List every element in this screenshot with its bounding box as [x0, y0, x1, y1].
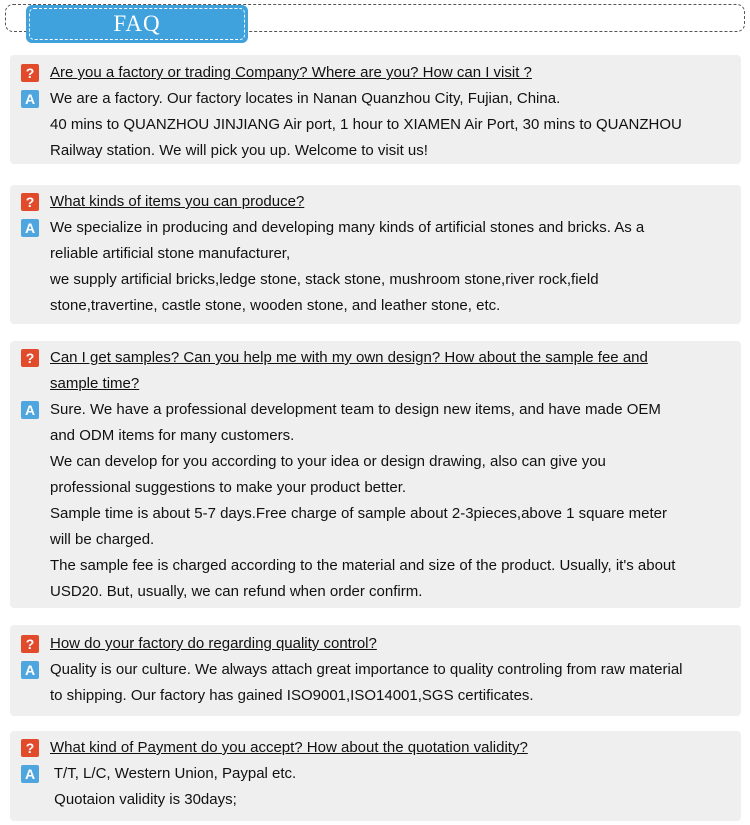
answer-text: we supply artificial bricks,ledge stone, stack stone, mushroom stone,river rock,field	[50, 271, 599, 288]
answer-text: We can develop for you according to your idea or design drawing, also can give you	[50, 453, 606, 470]
answer-icon: A	[21, 90, 39, 108]
answer-icon: A	[21, 219, 39, 237]
faq-title-tab	[26, 5, 248, 43]
answer-text: and ODM items for many customers.	[50, 427, 295, 444]
answer-text: stone,travertine, castle stone, wooden stone, and leather stone, etc.	[50, 297, 501, 314]
answer-icon: A	[21, 401, 39, 419]
question-text: Can I get samples? Can you help me with my own design? How about the sample fee and	[50, 349, 648, 366]
question-icon: ?	[21, 635, 39, 653]
answer-text: Sure. We have a professional development team to design new items, and have made OEM	[50, 401, 661, 418]
answer-text: Sample time is about 5-7 days.Free charge of sample about 2-3pieces,above 1 square meter	[50, 505, 668, 522]
answer-icon: A	[21, 661, 39, 679]
question-icon: ?	[21, 349, 39, 367]
question-text: What kind of Payment do you accept? How about the quotation validity?	[50, 739, 528, 756]
faq-item-quality-control	[10, 625, 741, 716]
answer-text: to shipping. Our factory has gained ISO9001,ISO14001,SGS certificates.	[50, 687, 534, 704]
question-icon: ?	[21, 193, 39, 211]
faq-item-payment	[10, 731, 741, 821]
answer-text: The sample fee is charged according to the material and size of the product. Usually, it's about	[50, 557, 676, 574]
answer-text: Quality is our culture. We always attach great importance to quality controling from raw material	[50, 661, 683, 678]
faq-item-products	[10, 185, 741, 324]
answer-text: We are a factory. Our factory locates in Nanan Quanzhou City, Fujian, China.	[50, 90, 561, 107]
answer-text: 40 mins to QUANZHOU JINJIANG Air port, 1 hour to XIAMEN Air Port, 30 mins to QUANZHOU	[50, 116, 682, 133]
answer-text: Quotaion validity is 30days;	[50, 791, 237, 808]
question-text: Are you a factory or trading Company? Where are you? How can I visit ?	[50, 64, 532, 81]
answer-text: professional suggestions to make your product better.	[50, 479, 407, 496]
faq-item-factory-location	[10, 55, 741, 164]
answer-text: T/T, L/C, Western Union, Paypal etc.	[50, 765, 297, 782]
answer-text: We specialize in producing and developing many kinds of artificial stones and bricks. As a	[50, 219, 645, 236]
question-text: How do your factory do regarding quality control?	[50, 635, 377, 652]
faq-title: FAQ	[29, 8, 245, 40]
faq-item-samples	[10, 341, 741, 608]
answer-text: will be charged.	[50, 531, 155, 548]
answer-text: USD20. But, usually, we can refund when order confirm.	[50, 583, 423, 600]
question-icon: ?	[21, 64, 39, 82]
answer-text: Railway station. We will pick you up. Welcome to visit us!	[50, 142, 428, 159]
question-text: What kinds of items you can produce?	[50, 193, 305, 210]
question-text: sample time?	[50, 375, 140, 392]
answer-icon: A	[21, 765, 39, 783]
answer-text: reliable artificial stone manufacturer,	[50, 245, 291, 262]
question-icon: ?	[21, 739, 39, 757]
